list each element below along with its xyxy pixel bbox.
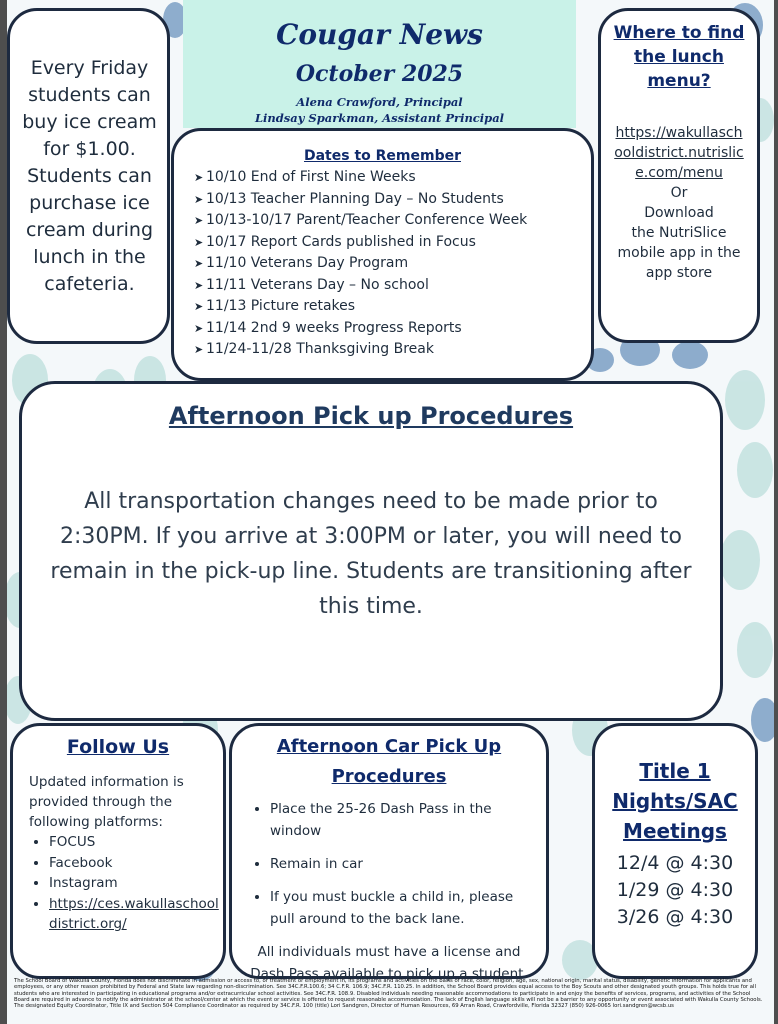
pickup-body: All transportation changes need to be made prior to 2:30PM. If you arrive at 3:00PM or later, you will need to remain in the pick-up line. Students are transitioning after this time. <box>50 489 692 619</box>
date-item <box>194 210 591 232</box>
arrow-bullet-icon: ➤ <box>194 343 204 356</box>
date-item <box>194 253 591 275</box>
date-item-text: 11/24-11/28 Thanksgiving Break <box>206 341 434 357</box>
date-item-text: 11/13 Picture retakes <box>206 298 356 314</box>
ice-cream-text: Every Friday students can buy ice cream for $1.00. Students can purchase ice cream during lunch in the cafeteria. <box>22 57 157 295</box>
date-item <box>194 167 591 189</box>
follow-platform-list <box>31 832 223 935</box>
follow-us-box <box>10 723 226 979</box>
title1-heading <box>595 756 755 846</box>
newsletter-header <box>183 0 576 128</box>
arrow-bullet-icon: ➤ <box>194 235 204 249</box>
school-website-link[interactable]: • https://ces.wakullaschooldistrict.org/ <box>49 894 223 935</box>
follow-intro: Updated information is provided through the following platforms: <box>29 774 184 830</box>
lunch-heading: Where to find the lunch menu? <box>613 23 745 91</box>
lunch-download-line: app store <box>645 265 713 281</box>
car-pickup-note: All individuals must have a license and Dash Pass available to pick up a student. <box>250 944 528 982</box>
car-pickup-item: • Remain in car <box>270 853 516 875</box>
date-item <box>194 232 591 254</box>
car-pickup-heading <box>232 732 546 792</box>
date-item-text: 10/13 Teacher Planning Day – No Students <box>206 190 504 207</box>
dates-heading: Dates to Remember <box>303 148 461 164</box>
meeting-date: 12/4 @ 4:30 <box>616 852 734 874</box>
lunch-url-line: ooldistrict.nutrislic <box>614 145 744 161</box>
date-item-text: 10/10 End of First Nine Weeks <box>206 169 416 185</box>
car-pickup-heading-line: Procedures <box>331 766 447 787</box>
date-item-text: 10/13-10/17 Parent/Teacher Conference Week <box>206 212 528 228</box>
lunch-url-line: e.com/menu <box>635 165 723 181</box>
lunch-download-text <box>601 203 757 283</box>
arrow-bullet-icon: ➤ <box>194 171 204 184</box>
lunch-or: Or <box>670 185 688 201</box>
car-pickup-item: • If you must buckle a child in, please pull around to the back lane. <box>270 886 516 930</box>
title1-heading-line: Meetings <box>623 819 727 843</box>
platform-item: • Instagram <box>49 873 223 894</box>
lunch-download-line: the NutriSlice <box>631 225 727 241</box>
title1-meetings-box <box>592 723 758 979</box>
date-item <box>194 318 591 340</box>
dates-list <box>194 167 591 361</box>
title1-heading-line: Title 1 <box>639 759 711 783</box>
principal-name: Alena Crawford, Principal <box>296 95 463 109</box>
date-item <box>194 339 591 361</box>
lunch-download-line: Download <box>644 205 714 221</box>
date-item-text: 11/11 Veterans Day – No school <box>206 276 429 293</box>
arrow-bullet-icon: ➤ <box>194 257 204 270</box>
lunch-menu-link[interactable] <box>601 123 757 183</box>
arrow-bullet-icon: ➤ <box>194 321 204 335</box>
scan-left-edge <box>0 0 7 1024</box>
pickup-procedures-box <box>19 381 723 721</box>
date-item <box>194 275 591 297</box>
meeting-date: 3/26 @ 4:30 <box>616 906 734 928</box>
meeting-date: 1/29 @ 4:30 <box>616 879 734 901</box>
ice-cream-box <box>7 8 170 344</box>
date-item-text: 11/10 Veterans Day Program <box>206 255 409 271</box>
platform-item: • Facebook <box>49 853 223 874</box>
assistant-principal-name: Lindsay Sparkman, Assistant Principal <box>254 111 505 125</box>
lunch-menu-box <box>598 8 760 343</box>
arrow-bullet-icon: ➤ <box>194 300 204 313</box>
platform-item: • FOCUS <box>49 832 223 853</box>
nondiscrimination-footer: The School Board of Wakulla County, Florida does not discriminate in admission or access to, or treatment or employment in, its programs and activities on the basis of race, color, religion, age, sex, national origin, marital status, disability, genetic information for applicants and employees, or any other reason prohibited by Federal and State law regarding non-discrimination. See 34C.F.R.100.6; 34 C.F.R. 106.9; 34C.F.R. 110.25. In addition, the School Board provides equal access to the Boy Scouts and other designated youth groups. This holds true for all students who are interested in participating in educational programs and/or extracurricular school activities. See 34C.F.R. 108.9. Disabled individuals needing reasonable accommodations to participate in and enjoy the benefits of services, programs, and activities of the School Board are required in advance to notify the administrator at the school/center at which the event or service is offered to request reasonable accommodation. The lack of English language skills will not be a barrier to any opportunity or event associated with Wakulla County Schools. The designated Equity Coordinator, Title IX and Section 504 Compliance Coordinator as required by 34C.F.R. 100 (title) Lori Sandgren, Director of Human Resources, 69 Arran Road, Crawfordville, Florida 32327 (850) 926-0065 lori.sandgren@wcsb.us <box>14 978 763 1010</box>
arrow-bullet-icon: ➤ <box>194 192 204 206</box>
car-pickup-list <box>252 798 516 930</box>
newsletter-title: Cougar News <box>276 18 483 51</box>
car-pickup-item: • Place the 25-26 Dash Pass in the window <box>270 798 516 842</box>
lunch-url-line: https://wakullasch <box>615 125 743 141</box>
date-item <box>194 189 591 211</box>
title1-heading-line: Nights/SAC <box>612 789 738 813</box>
arrow-bullet-icon: ➤ <box>194 214 204 227</box>
follow-heading: Follow Us <box>66 736 170 758</box>
title1-meeting-list <box>595 850 755 931</box>
date-item-text: 10/17 Report Cards published in Focus <box>206 233 476 250</box>
newsletter-date: October 2025 <box>295 61 464 87</box>
arrow-bullet-icon: ➤ <box>194 278 204 292</box>
lunch-download-line: mobile app in the <box>617 245 741 261</box>
car-pickup-box <box>229 723 549 982</box>
date-item-text: 11/14 2nd 9 weeks Progress Reports <box>206 319 462 336</box>
pickup-heading: Afternoon Pick up Procedures <box>168 402 574 430</box>
date-item <box>194 296 591 318</box>
car-pickup-heading-line: Afternoon Car Pick Up <box>276 736 502 757</box>
scan-right-edge <box>774 0 778 1024</box>
dates-to-remember-box <box>171 128 594 381</box>
